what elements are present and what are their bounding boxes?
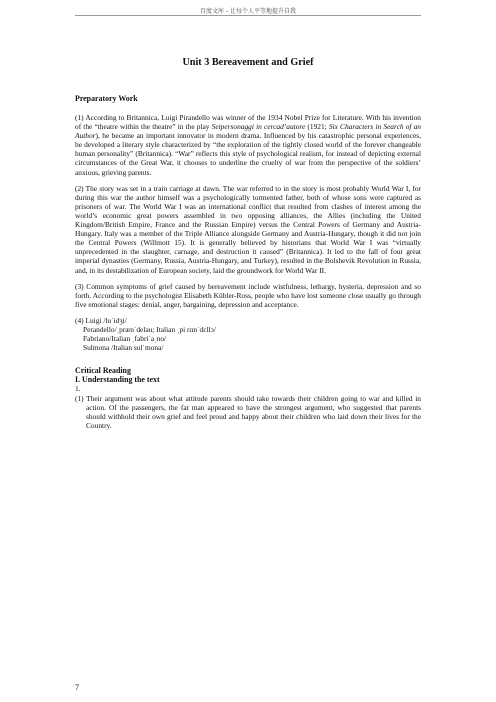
header-rule [75, 15, 421, 16]
question-number: 1. [75, 384, 81, 394]
paragraph-1-text-b: (1921; [305, 122, 329, 132]
preparatory-heading: Preparatory Work [75, 94, 138, 103]
page-number: 7 [75, 683, 79, 692]
pronunciation-item: Perandello/ˌprænˈdeləu; Italian ˌpi rɑnˈdɛllɔ/ [83, 324, 216, 334]
understanding-subheading: I. Understanding the text [75, 375, 160, 385]
play-title-english: Six Characters in Search of an Author [75, 122, 421, 141]
paragraph-1-text-a: (1) According to Britannica, Luigi Pirandello was winner of the 1934 Nobel Prize for Literature. With his invention of the “theatre within the theatre” in the play [75, 113, 421, 132]
pronunciation-item: Fabriano/Italian ˌfabriˈaˌno/ [83, 334, 167, 344]
critical-reading-heading: Critical Reading [75, 366, 131, 376]
play-title-italian: Seipersonaggi in cercad’autore [211, 122, 306, 132]
unit-title: Unit 3 Bereavement and Grief [182, 57, 314, 68]
paragraph-2: (2) The story was set in a train carriage at dawn. The war referred to in the story is most probably World War I, for during this war the author himself was a psychologically tormented father, both of whose sons were captured as prisoners of war. The World War I was an international conflict that resulted from clashes of interest among the world’s economic great powers assembled in two opposing alliances, the Allies (including the United Kingdom/British Empire, France and the Russian Empire) versus the Central Powers of Germany and Austria-Hungary. Italy was a member of the Triple Alliance alongside Germany and Austria-Hungary, though it did not join the Central Powers (Willmott 15). It is generally believed by historians that World War I was “virtually unprecedented in the slaughter, carnage, and destruction it caused” (Britannica). It led to the fall of four great imperial dynasties (Germany, Russia, Austria-Hungary, and Turkey), resulted in the Bolshevik Revolution in Russia, and, in its destabilization of European society, laid the groundwork for World War II. [75, 183, 421, 275]
page-header: 百度文库 - 让每个人平等地提升自我 [200, 8, 296, 15]
page-content [75, 57, 421, 430]
paragraph-1 [75, 113, 421, 177]
pronunciation-list [75, 316, 421, 352]
pronunciation-item: Sulmona /Italian sulˈmona/ [83, 343, 164, 353]
pronunciation-item: (4) Luigi /luˈidʒi/ [75, 315, 127, 325]
answer-item-1: (1) Their argument was about what attitude parents should take towards their children going to war and killed in action. Of the passengers, the fat man appeared to have the strongest argument, who suggested that parents should withhold their own grief and feel proud and happy about their children who laid down their lives for the Country. [75, 393, 421, 430]
paragraph-1-text-c: ), he became an important innovator in modern drama. Influenced by his catastrophic personal experiences, he developed a literary style characterized by “the exploration of the tightly closed world of the forever changeable human personality” (Britannica). “War” reflects this style of psychological realism, for instead of depicting external circumstances of the Great War, it chooses to underline the cruelty of war from the perspective of the soldiers’ anxious, grieving parents. [75, 131, 421, 177]
paragraph-3: (3) Common symptoms of grief caused by bereavement include wistfulness, lethargy, hysteria, depression and so forth. According to the psychologist Elisabeth Kübler-Ross, people who have lost someone close usually go through five emotional stages: denial, anger, bargaining, depression and acceptance. [75, 281, 421, 309]
